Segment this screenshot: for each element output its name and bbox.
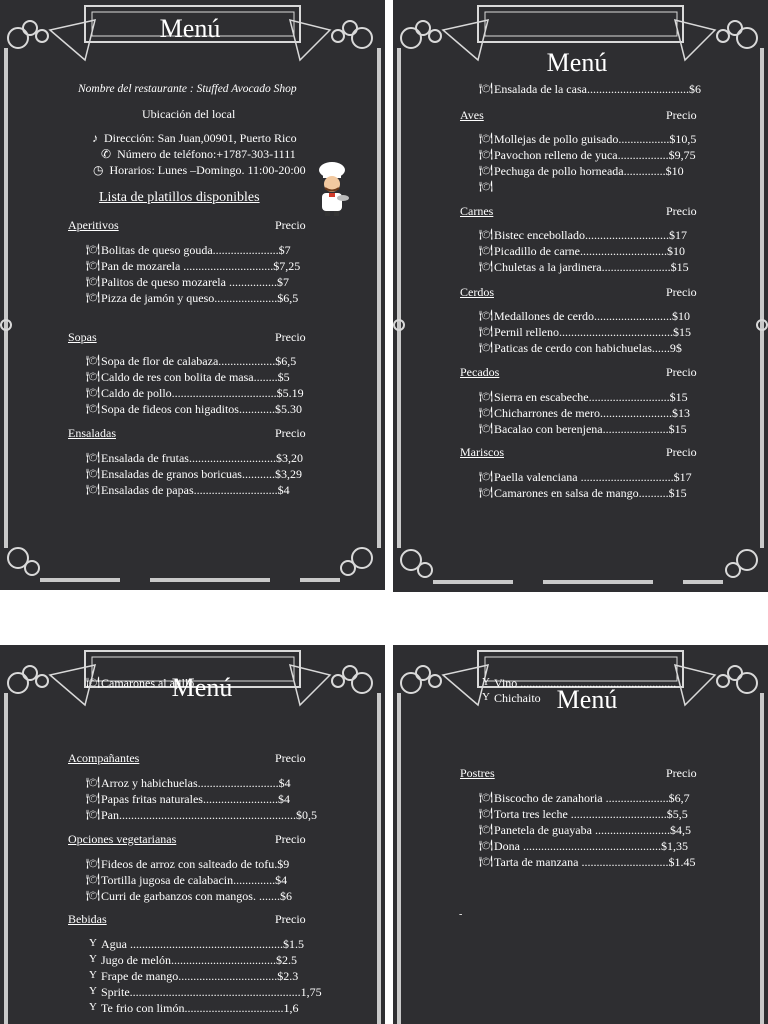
utensils-icon: 🍽 [479, 342, 493, 354]
cocktail-icon: Y [89, 985, 97, 997]
music-note-icon: ♪ [92, 131, 98, 145]
vegetarianas-list [86, 857, 376, 905]
menu-item: 🍽 Medallones de cerdo..........................$10 [479, 309, 690, 323]
utensils-icon: 🍽 [479, 181, 493, 193]
utensils-icon: 🍽 [479, 487, 493, 499]
menu-item: 🍽 Caldo de res con bolita de masa........$5 [86, 370, 290, 384]
utensils-icon: 🍽 [86, 452, 100, 464]
menu-item: Y Agua ...................................................$1.5 [86, 937, 376, 952]
utensils-icon: 🍽 [86, 292, 100, 304]
menu-item: 🍽 Sopa de fideos con higaditos............$5.30 [86, 402, 302, 416]
category-acompanantes: Acompañantes [68, 751, 140, 765]
utensils-icon: 🍽 [86, 777, 100, 789]
utensils-icon: 🍽 [479, 407, 493, 419]
category-mariscos: Mariscos [460, 445, 504, 459]
menu-item: 🍽 Sierra en escabeche...........................$15 [479, 390, 688, 404]
menu-page-3 [0, 645, 385, 1024]
menu-item: 🍽 Chuletas a la jardinera.......................$15 [479, 260, 689, 274]
menu-item: 🍽 Pavochon relleno de yuca.................$9,75 [479, 148, 696, 162]
menu-item: 🍽 Mollejas de pollo guisado.................$10,5 [479, 132, 697, 146]
menu-item: 🍽 Pan de mozarela ..............................$7,25 [86, 259, 301, 273]
menu-item: 🍽 Ensalada de la casa..................................$6 [479, 82, 701, 96]
utensils-icon: 🍽 [479, 310, 493, 322]
hours-row [93, 163, 306, 178]
price-label: Precio [666, 204, 697, 218]
category-aves: Aves [460, 108, 484, 122]
menu-item: 🍽 Bolitas de queso gouda......................$7 [86, 243, 291, 257]
ensaladas-list [86, 451, 376, 499]
aves-list [479, 132, 759, 196]
price-label: Precio [275, 751, 306, 765]
utensils-icon: 🍽 [479, 391, 493, 403]
price-label: Precio [275, 912, 306, 926]
menu-item: 🍽 Picadillo de carne.............................$10 [479, 244, 685, 258]
category-postres: Postres [460, 766, 495, 780]
category-vegetarianas: Opciones vegetarianas [68, 832, 177, 846]
menu-item: 🍽 Curri de garbanzos con mangos. .......$6 [86, 889, 292, 903]
menu-item: 🍽 Pechuga de pollo horneada..............$10 [479, 164, 684, 178]
utensils-icon: 🍽 [86, 858, 100, 870]
category-bebidas: Bebidas [68, 912, 107, 926]
price-label: Precio [666, 108, 697, 122]
menu-item: 🍽 Sopa de flor de calabaza...................$6,5 [86, 354, 297, 368]
chef-icon [315, 160, 349, 218]
category-aperitivos: Aperitivos [68, 218, 119, 232]
menu-item: Y Chichaito [479, 691, 579, 706]
cocktail-icon: Y [482, 691, 490, 703]
stray-mark: - [459, 909, 463, 920]
category-carnes: Carnes [460, 204, 494, 218]
category-pecados: Pecados [460, 365, 500, 379]
list-heading: Lista de platillos disponibles [99, 190, 260, 205]
menu-item [479, 180, 759, 195]
menu-item: 🍽 Tortilla jugosa de calabacin..............$4 [86, 873, 288, 887]
restaurant-name: Nombre del restaurante : Stuffed Avocado Shop [78, 83, 297, 95]
menu-page-1 [0, 0, 385, 590]
menu-page-4 [393, 645, 768, 1024]
utensils-icon: 🍽 [86, 874, 100, 886]
menu-item: 🍽 Bistec encebollado............................$17 [479, 228, 687, 242]
menu-item: 🍽 Paticas de cerdo con habichuelas......9$ [479, 341, 682, 355]
pecados-list [479, 390, 759, 438]
postres-list [479, 791, 759, 871]
utensils-icon: 🍽 [86, 890, 100, 902]
menu-item: 🍽 Panetela de guayaba .........................$4,5 [479, 823, 691, 837]
price-label: Precio [666, 445, 697, 459]
utensils-icon: 🍽 [86, 355, 100, 367]
cerdos-list [479, 309, 759, 357]
utensils-icon: 🍽 [479, 83, 493, 95]
utensils-icon: 🍽 [479, 261, 493, 273]
menu-title: Menú [556, 685, 618, 714]
aperitivos-list [86, 243, 376, 307]
utensils-icon: 🍽 [86, 260, 100, 272]
phone-icon: ✆ [101, 147, 112, 161]
menu-item: 🍽 Biscocho de zanahoria .....................$6,7 [479, 791, 690, 805]
sopas-list [86, 354, 376, 418]
utensils-icon: 🍽 [479, 840, 493, 852]
menu-item: 🍽 Torta tres leche ................................$5,5 [479, 807, 688, 821]
cocktail-icon: Y [89, 1001, 97, 1013]
location-heading: Ubicación del local [142, 107, 236, 121]
price-label: Precio [275, 218, 306, 232]
category-cerdos: Cerdos [460, 285, 494, 299]
utensils-icon: 🍽 [479, 423, 493, 435]
acompanantes-list [86, 776, 376, 824]
menu-item: Y Te frio con limón.................................1,6 [86, 1001, 376, 1016]
price-label: Precio [666, 766, 697, 780]
utensils-icon: 🍽 [86, 793, 100, 805]
utensils-icon: 🍽 [86, 677, 100, 689]
utensils-icon: 🍽 [479, 792, 493, 804]
cocktail-icon: Y [482, 676, 490, 688]
utensils-icon: 🍽 [479, 856, 493, 868]
utensils-icon: 🍽 [479, 133, 493, 145]
menu-item: 🍽 Palitos de queso mozarela ................$7 [86, 275, 289, 289]
utensils-icon: 🍽 [479, 149, 493, 161]
menu-item: 🍽 Ensalada de frutas.............................$3,20 [86, 451, 303, 465]
utensils-icon: 🍽 [479, 326, 493, 338]
address-text: Dirección: San Juan,00901, Puerto Rico [104, 131, 297, 145]
menu-item: 🍽 Fideos de arroz con salteado de tofu.$9 [86, 857, 290, 871]
utensils-icon: 🍽 [479, 165, 493, 177]
menu-item: 🍽 Pernil relleno......................................$15 [479, 325, 691, 339]
menu-item: 🍽 Ensaladas de granos boricuas...........$3,29 [86, 467, 302, 481]
menu-item: 🍽 Arroz y habichuelas...........................$4 [86, 776, 291, 790]
menu-title: Menú [546, 48, 608, 77]
menu-page-2 [393, 0, 768, 592]
utensils-icon: 🍽 [86, 403, 100, 415]
category-ensaladas: Ensaladas [68, 426, 116, 440]
hours-text: Horarios: Lunes –Domingo. 11:00-20:00 [109, 163, 306, 177]
cocktail-icon: Y [89, 937, 97, 949]
menu-item: Y Vino .................................................... [479, 676, 669, 691]
utensils-icon: 🍽 [479, 808, 493, 820]
price-label: Precio [666, 365, 697, 379]
menu-item: 🍽 Caldo de pollo...................................$5.19 [86, 386, 304, 400]
menu-item: 🍽 Bacalao con berenjena......................$15 [479, 422, 687, 436]
utensils-icon: 🍽 [479, 229, 493, 241]
utensils-icon: 🍽 [479, 245, 493, 257]
utensils-icon: 🍽 [86, 809, 100, 821]
cocktail-icon: Y [89, 953, 97, 965]
menu-item: 🍽 Pan...........................................................$0,5 [86, 808, 317, 822]
menu-title: Menú [171, 673, 233, 702]
menu-item: Y Jugo de melón...................................$2.5 [86, 953, 376, 968]
menu-item: Y Sprite.........................................................1,75 [86, 985, 376, 1000]
menu-item: 🍽 Tarta de manzana .............................$1.45 [479, 855, 696, 869]
menu-item: 🍽 Camarones en salsa de mango..........$15 [479, 486, 687, 500]
address-row [92, 131, 297, 146]
utensils-icon: 🍽 [86, 276, 100, 288]
utensils-icon: 🍽 [479, 824, 493, 836]
menu-item: Y Frape de mango.................................$2.3 [86, 969, 376, 984]
utensils-icon: 🍽 [86, 468, 100, 480]
clock-icon: ◷ [93, 163, 104, 177]
menu-item: 🍽 Paella valenciana ...............................$17 [479, 470, 692, 484]
menu-item: 🍽 Camarones al ajillo [86, 676, 195, 690]
menu-item: 🍽 Dona ..............................................$1,35 [479, 839, 688, 853]
menu-item: 🍽 Papas fritas naturales.........................$4 [86, 792, 290, 806]
menu-item: 🍽 Pizza de jamón y queso.....................$6,5 [86, 291, 299, 305]
menu-item: 🍽 Ensaladas de papas............................$4 [86, 483, 290, 497]
price-label: Precio [275, 426, 306, 440]
menu-title: Menú [159, 14, 221, 43]
utensils-icon: 🍽 [479, 471, 493, 483]
price-label: Precio [275, 832, 306, 846]
category-sopas: Sopas [68, 330, 97, 344]
menu-item: 🍽 Chicharrones de mero........................$13 [479, 406, 690, 420]
mariscos-list [479, 470, 759, 502]
utensils-icon: 🍽 [86, 371, 100, 383]
carnes-list [479, 228, 759, 276]
phone-text: Número de teléfono:+1787-303-1111 [117, 147, 296, 161]
utensils-icon: 🍽 [86, 387, 100, 399]
bebidas-list [86, 937, 376, 1017]
cocktail-icon: Y [89, 969, 97, 981]
phone-row [101, 147, 296, 162]
utensils-icon: 🍽 [86, 244, 100, 256]
utensils-icon: 🍽 [86, 484, 100, 496]
price-label: Precio [666, 285, 697, 299]
price-label: Precio [275, 330, 306, 344]
